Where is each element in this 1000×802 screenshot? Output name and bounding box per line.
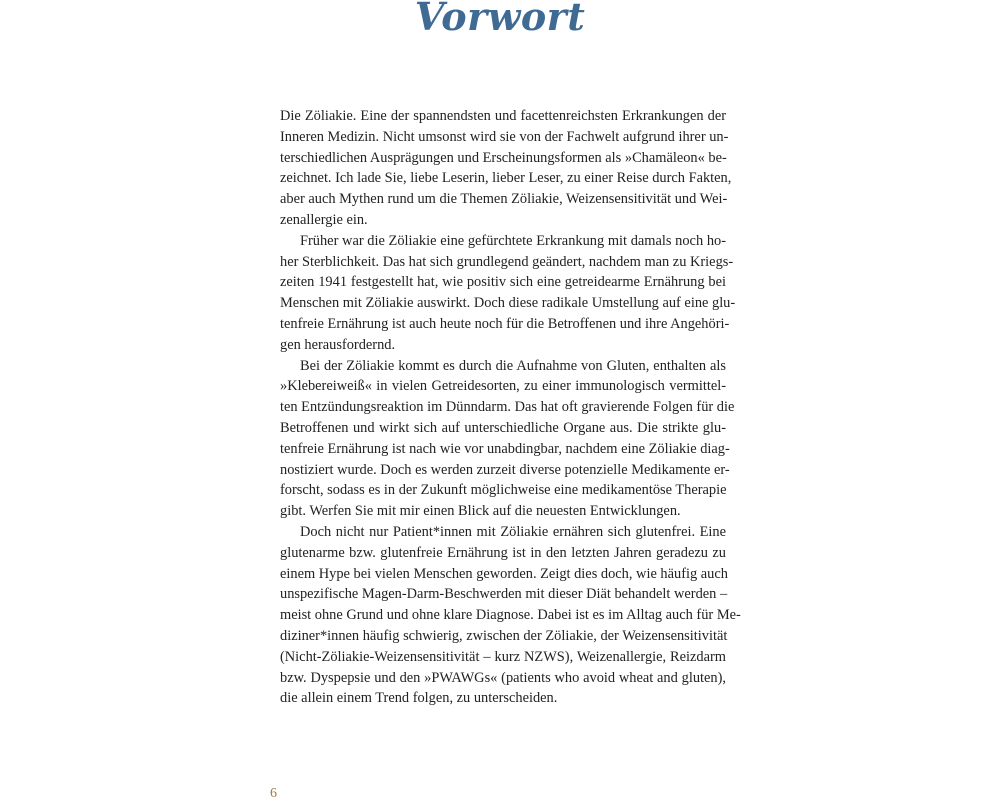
- paragraph-1: [280, 106, 732, 231]
- paragraph-4: [280, 522, 741, 709]
- text-line: zenallergie ein.: [280, 211, 368, 228]
- text-line: zeiten 1941 festgestellt hat, wie positiv sich eine getreidearme Ernährung bei: [280, 274, 726, 291]
- text-line: meist ohne Grund und ohne klare Diagnose. Dabei ist es im Alltag auch für Me-: [280, 607, 741, 624]
- text-line: gen herausfordernd.: [280, 336, 396, 353]
- text-line: (Nicht-Zöliakie-Weizensensitivität – kurz NZWS), Weizenallergie, Reizdarm: [280, 648, 726, 665]
- text-line: nostiziert wurde. Doch es werden zurzeit diverse potenzielle Medikamente er-: [280, 461, 730, 478]
- text-line: terschiedlichen Ausprägungen und Erscheinungsformen als »Chamäleon« be-: [280, 149, 727, 166]
- text-line: Inneren Medizin. Nicht umsonst wird sie von der Fachwelt aufgrund ihrer un-: [280, 128, 729, 145]
- text-line: unspezifische Magen-Darm-Beschwerden mit dieser Diät behandelt werden –: [280, 586, 728, 603]
- text-line: aber auch Mythen rund um die Themen Zöliakie, Weizensensitivität und Wei-: [280, 191, 728, 208]
- text-line: Doch nicht nur Patient*innen mit Zöliakie ernähren sich glutenfrei. Eine: [300, 523, 726, 540]
- text-line: ten Entzündungsreaktion im Dünndarm. Das hat oft gravierende Folgen für die: [280, 399, 735, 416]
- text-line: tenfreie Ernährung ist nach wie vor unabdingbar, nachdem eine Zöliakie diag-: [280, 440, 730, 457]
- text-line: Bei der Zöliakie kommt es durch die Aufnahme von Gluten, enthalten als: [300, 357, 726, 374]
- text-line: Menschen mit Zöliakie auswirkt. Doch diese radikale Umstellung auf eine glu-: [280, 295, 736, 312]
- text-line: einem Hype bei vielen Menschen geworden. Zeigt dies doch, wie häufig auch: [280, 565, 728, 582]
- text-line: bzw. Dyspepsie und den »PWAWGs« (patients who avoid wheat and gluten),: [280, 669, 726, 686]
- preface-body: [280, 106, 741, 709]
- text-line: die allein einem Trend folgen, zu unterscheiden.: [280, 690, 558, 707]
- text-line: tenfreie Ernährung ist auch heute noch für die Betroffenen und ihre Angehöri-: [280, 315, 730, 332]
- text-line: Die Zöliakie. Eine der spannendsten und facettenreichsten Erkrankungen der: [280, 108, 726, 124]
- text-line: Früher war die Zöliakie eine gefürchtete Erkrankung mit damals noch ho-: [300, 232, 726, 249]
- text-line: glutenarme bzw. glutenfreie Ernährung ist in den letzten Jahren geradezu zu: [280, 544, 726, 561]
- text-line: »Klebereiweiß« in vielen Getreidesorten, zu einer immunologisch vermittel-: [280, 378, 726, 395]
- text-line: zeichnet. Ich lade Sie, liebe Leserin, lieber Leser, zu einer Reise durch Fakten,: [280, 170, 732, 187]
- page-number: 6: [270, 786, 277, 801]
- text-line: gibt. Werfen Sie mit mir einen Blick auf die neuesten Entwicklungen.: [280, 503, 681, 520]
- text-line: Betroffenen und wirkt sich auf unterschiedliche Organe aus. Die strikte glu-: [280, 419, 726, 436]
- text-line: forscht, sodass es in der Zukunft möglichweise eine medikamentöse Therapie: [280, 482, 727, 499]
- page-title: Vorwort: [414, 0, 586, 39]
- paragraph-3: [280, 356, 735, 522]
- text-line: her Sterblichkeit. Das hat sich grundlegend geändert, nachdem man zu Kriegs-: [280, 253, 734, 270]
- text-line: diziner*innen häufig schwierig, zwischen der Zöliakie, der Weizensensitivität: [280, 627, 728, 644]
- paragraph-2: [280, 231, 736, 356]
